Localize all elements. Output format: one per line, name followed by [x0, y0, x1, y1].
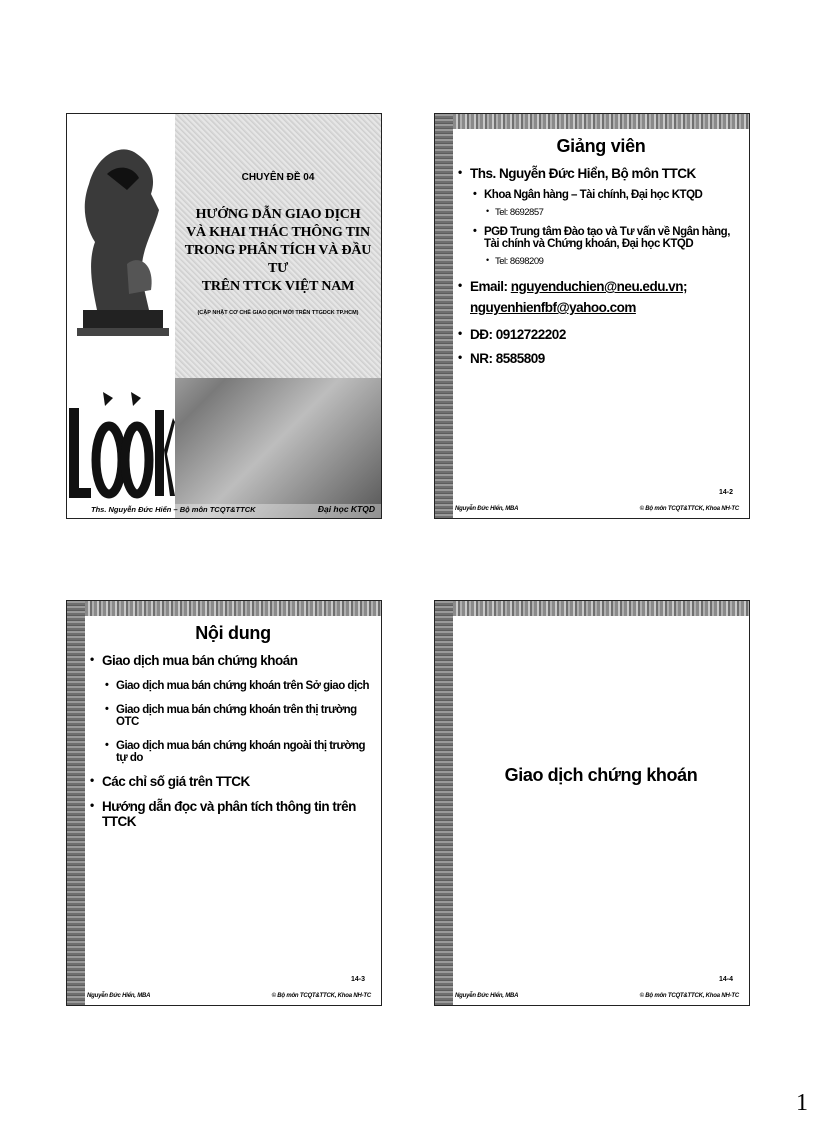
bull-bear-statue-image — [67, 114, 175, 378]
footer-left: Nguyễn Đức Hiển, MBA — [455, 506, 519, 512]
slide-title: Giao dịch chứng khoán — [504, 765, 698, 785]
slide-number: 14-3 — [350, 976, 365, 983]
list-item: • Tel: 8692857 — [457, 207, 745, 218]
list-item: • Giao dịch mua bán chứng khoán trên Sở giao dịch — [89, 680, 377, 692]
list-item: • DĐ: 0912722202 — [457, 327, 745, 342]
slide-title: Giảng viên — [556, 136, 646, 156]
email-separator: ; — [682, 279, 687, 294]
title-line: TRONG PHÂN TÍCH VÀ ĐẦU TƯ — [184, 243, 372, 276]
slide-1 — [66, 113, 382, 519]
title-line: VÀ KHAI THÁC THÔNG TIN — [186, 225, 370, 240]
slide-content — [457, 130, 745, 518]
list-item: • Giao dịch mua bán chứng khoán ngoài thị trường tự do — [89, 740, 377, 764]
topic-kicker: CHUYÊN ĐỀ 04 — [241, 172, 315, 183]
list-item: • NR: 8585809 — [457, 351, 745, 366]
left-decor-bar — [435, 114, 453, 518]
email-label: Email: — [470, 279, 511, 294]
list-item: • Khoa Ngân hàng – Tài chính, Đại học KTQD — [457, 189, 745, 201]
slide-title: Nội dung — [195, 623, 271, 643]
list-item: • Các chỉ số giá trên TTCK — [89, 774, 377, 789]
footer-left: Nguyễn Đức Hiển, MBA — [87, 993, 151, 999]
slide-content — [89, 617, 377, 1005]
list-item: • Giao dịch mua bán chứng khoán — [89, 653, 377, 668]
footer-left: Ths. Nguyễn Đức Hiển – Bộ môn TCQT&TTCK — [91, 505, 256, 514]
left-decor-bar — [67, 601, 85, 1005]
slide-2 — [434, 113, 750, 519]
list-item: • PGĐ Trung tâm Đào tạo và Tư vấn về Ngân hàng, Tài chính và Chứng khoán, Đại học KTQD — [457, 226, 745, 250]
slide-4 — [434, 600, 750, 1006]
slide-number: 14-4 — [718, 976, 733, 983]
look-logo-image — [67, 378, 175, 519]
footer-right: © Bộ môn TCQT&TTCK, Khoa NH-TC — [271, 993, 371, 999]
top-decor-bar — [453, 114, 749, 129]
footer-left: Nguyễn Đức Hiển, MBA — [455, 993, 519, 999]
email-link[interactable]: nguyenduchien@neu.edu.vn — [510, 279, 683, 294]
list-item: • Hướng dẫn đọc và phân tích thông tin trên TTCK — [89, 799, 377, 829]
slide-content — [457, 617, 745, 1005]
footer-right: © Bộ môn TCQT&TTCK, Khoa NH-TC — [639, 993, 739, 999]
list-item: • Tel: 8698209 — [457, 256, 745, 267]
top-decor-bar — [85, 601, 381, 616]
bullet-list — [457, 166, 745, 366]
title-line: TRÊN TTCK VIỆT NAM — [201, 279, 355, 294]
email-link[interactable]: nguyenhienfbf@yahoo.com — [470, 300, 636, 315]
title-line: HƯỚNG DẪN GIAO DỊCH — [195, 207, 361, 222]
slide-title — [175, 206, 381, 296]
left-decor-bar — [435, 601, 453, 1005]
slide-3 — [66, 600, 382, 1006]
list-item: • Ths. Nguyễn Đức Hiển, Bộ môn TTCK — [457, 166, 745, 181]
list-item: • Giao dịch mua bán chứng khoán trên thị trường OTC — [89, 704, 377, 728]
top-decor-bar — [453, 601, 749, 616]
slide-number: 14-2 — [718, 489, 733, 496]
slide-subtitle: (CẬP NHẬT CƠ CHẾ GIAO DỊCH MỚI TRÊN TTGDCK TP.HCM) — [197, 310, 359, 316]
list-item-email — [457, 276, 745, 318]
bullet-list — [89, 653, 377, 829]
footer-right: © Bộ môn TCQT&TTCK, Khoa NH-TC — [639, 506, 739, 512]
page-number: 1 — [796, 1090, 808, 1116]
footer-right: Đại học KTQD — [317, 504, 375, 514]
